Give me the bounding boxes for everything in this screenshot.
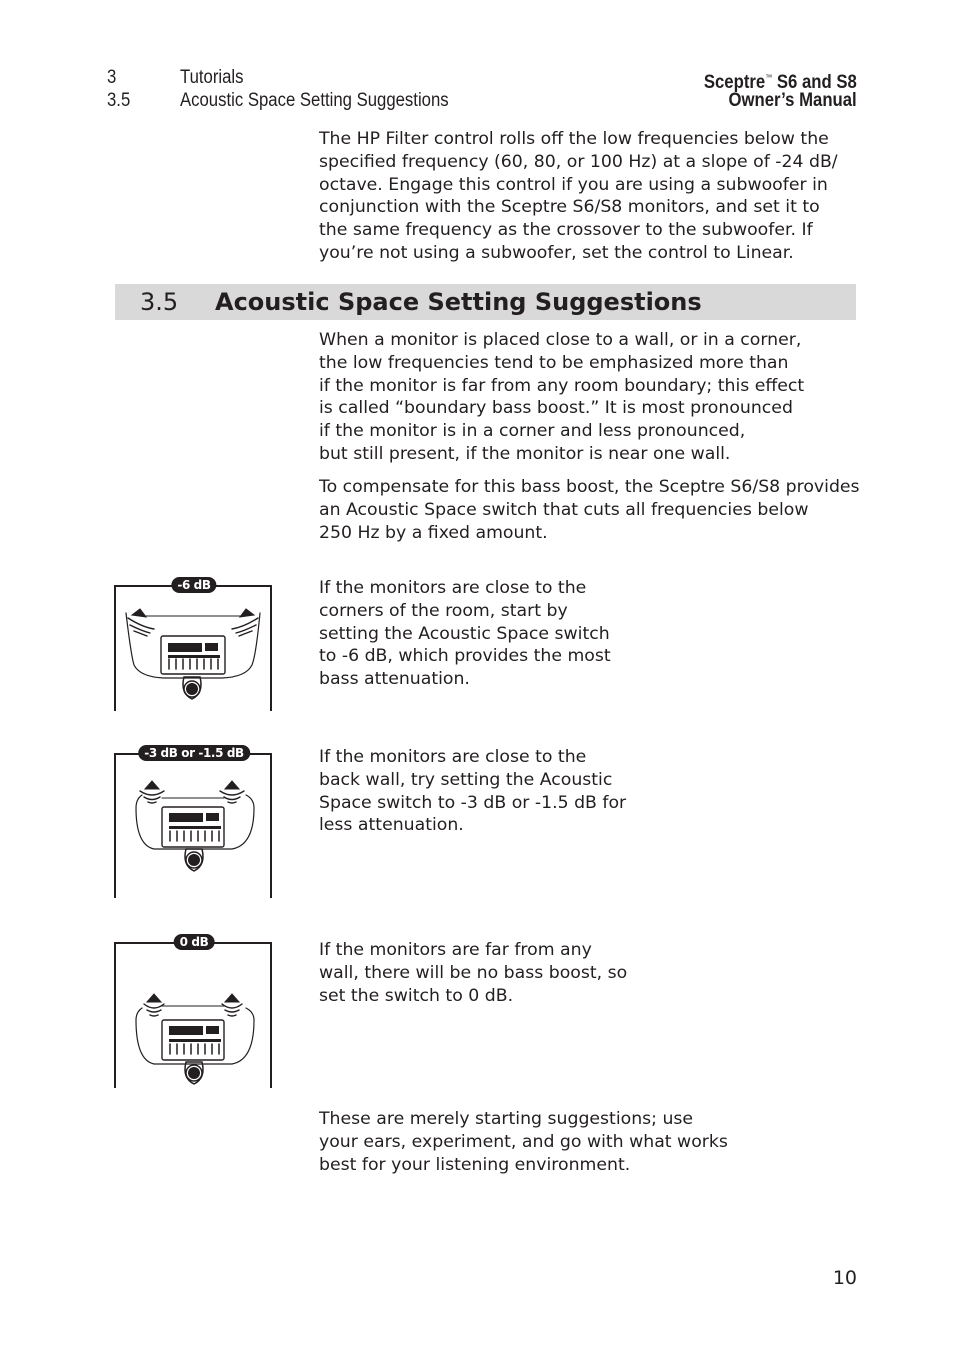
free-space-placement-diagram-icon: [114, 942, 274, 1088]
back-wall-placement-text: If the monitors are close to the back wall, try setting the Acoustic Space switch to -3 dB or -1.5 dB for less attenuation.: [319, 747, 627, 836]
back-wall-placement-diagram-icon: [114, 753, 274, 898]
free-space-placement-figure: [114, 935, 274, 1088]
corner-placement-figure: [114, 578, 274, 711]
corner-placement-diagram-icon: [114, 585, 274, 711]
header-product-models: S6 and S8: [772, 72, 857, 93]
header-manual-title: Owner’s Manual: [728, 90, 857, 111]
section-number: 3.5: [140, 288, 179, 316]
boundary-bass-paragraph: When a monitor is placed close to a wall, or in a corner, the low frequencies tend to be emphasized more than if the monitor is far from any room boundary; this effect is called “boundary bass boost.” It is most pronounced if the monitor is in a corner and less pronounced, but still present, if the monitor is near one wall.: [319, 330, 805, 464]
header-section-number: 3.5: [107, 90, 131, 111]
setting-badge-minus-3-or-1-5-db: -3 dB or -1.5 dB: [138, 745, 250, 761]
page-number: 10: [832, 1267, 857, 1289]
trademark-symbol: ™: [765, 73, 773, 82]
setting-badge-0-db: 0 dB: [174, 934, 215, 950]
section-title: Acoustic Space Setting Suggestions: [215, 288, 702, 316]
header-section-title: Acoustic Space Setting Suggestions: [180, 90, 449, 111]
free-space-placement-text: If the monitors are far from any wall, there will be no bass boost, so set the switch to 0 dB.: [319, 940, 628, 1006]
section-heading-bar: [115, 284, 856, 320]
header-chapter-title: Tutorials: [180, 67, 244, 88]
corner-placement-text: If the monitors are close to the corners of the room, start by setting the Acoustic Space switch to -6 dB, which provides the most bass attenuation.: [319, 578, 611, 690]
intro-paragraph: The HP Filter control rolls off the low frequencies below the specified frequency (60, 80, or 100 Hz) at a slope of -24 dB/ octave. Engage this control if you are using a subwoofer in conjunction with the Sceptre S6/S8 monitors, and set it to the same frequency as the crossover to the subwoofer. If you’re not using a subwoofer, set the control to Linear.: [319, 129, 838, 263]
header-chapter-number: 3: [107, 67, 117, 88]
acoustic-switch-paragraph: To compensate for this bass boost, the Sceptre S6/S8 provides an Acoustic Space switch that cuts all frequencies below 250 Hz by a fixed amount.: [319, 477, 860, 543]
header-product-name: Sceptre: [704, 72, 766, 93]
closing-paragraph: These are merely starting suggestions; use your ears, experiment, and go with what works best for your listening environment.: [319, 1109, 728, 1175]
setting-badge-minus-6-db: -6 dB: [171, 577, 216, 593]
back-wall-placement-figure: [114, 746, 274, 898]
